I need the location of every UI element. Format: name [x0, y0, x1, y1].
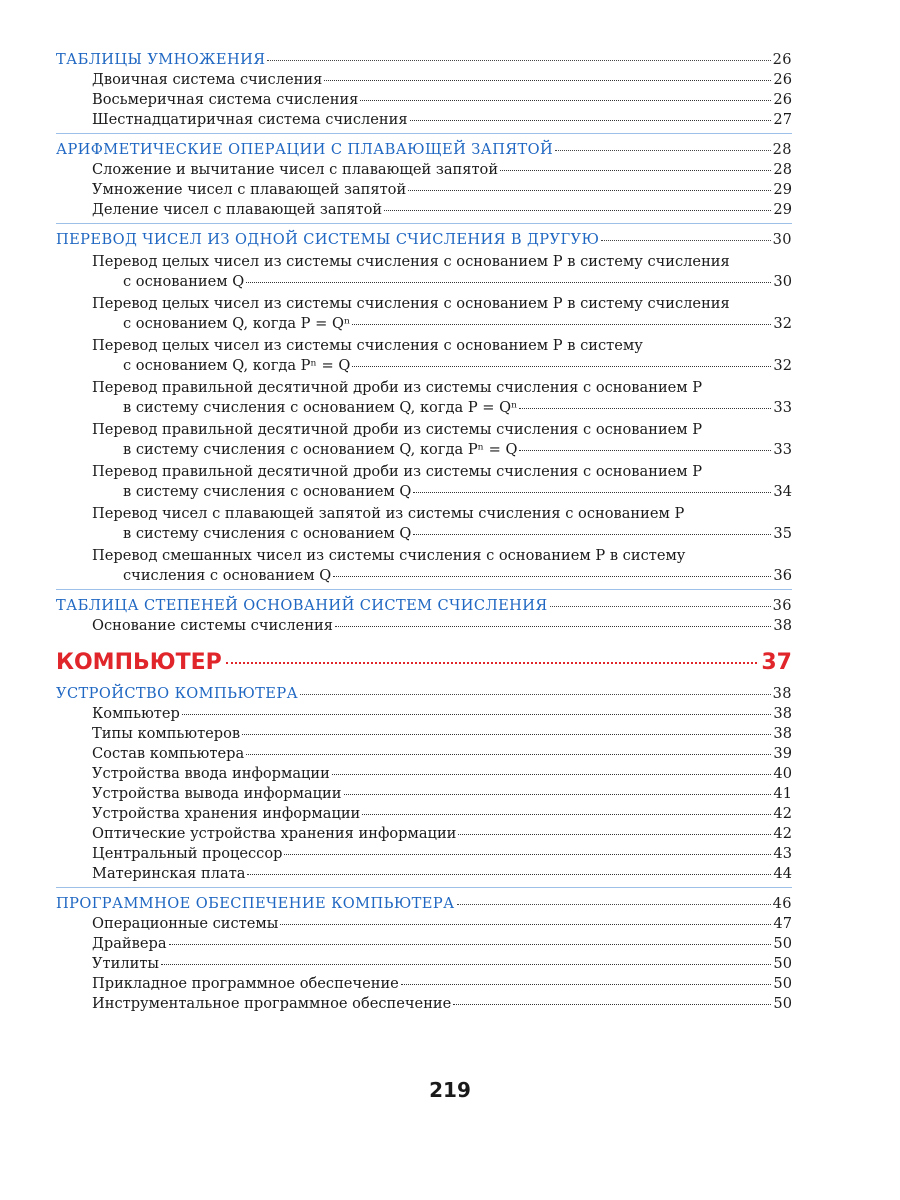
leader-dots [280, 923, 771, 925]
item-title: Двоичная система счисления [92, 71, 323, 88]
page-ref: 47 [773, 915, 792, 932]
page-ref: 38 [773, 725, 792, 742]
toc-item-multiline[interactable] [56, 504, 792, 544]
item-title-line1: Перевод целых чисел из системы счисления с основанием P в систему счисления [92, 295, 730, 312]
toc-item[interactable] [56, 110, 792, 130]
leader-dots [453, 1003, 771, 1005]
section-title: ТАБЛИЦА СТЕПЕНЕЙ ОСНОВАНИЙ СИСТЕМ СЧИСЛЕНИЯ [56, 597, 548, 614]
page-ref: 33 [773, 399, 792, 416]
page-ref: 29 [773, 201, 792, 218]
toc-item[interactable] [56, 954, 792, 974]
item-title: Оптические устройства хранения информации [92, 825, 457, 842]
leader-dots [352, 366, 771, 367]
page-ref: 36 [772, 597, 792, 614]
toc-item-multiline[interactable] [56, 546, 792, 586]
leader-dots [182, 713, 772, 715]
leader-dots [401, 983, 772, 985]
page-ref: 30 [773, 273, 792, 290]
toc-item-multiline[interactable] [56, 252, 792, 292]
toc-chapter-computer[interactable] [56, 648, 792, 678]
toc-item[interactable] [56, 180, 792, 200]
page-ref: 44 [773, 865, 792, 882]
item-title: Устройства хранения информации [92, 805, 361, 822]
page-ref: 39 [773, 745, 792, 762]
page-ref: 30 [772, 231, 792, 248]
page-ref: 41 [773, 785, 792, 802]
item-title: Центральный процессор [92, 845, 283, 862]
section-title: ПЕРЕВОД ЧИСЕЛ ИЗ ОДНОЙ СИСТЕМЫ СЧИСЛЕНИЯ В ДРУГУЮ [56, 231, 600, 248]
leader-dots [519, 450, 771, 451]
page-ref: 27 [773, 111, 792, 128]
item-title: Инструментальное программное обеспечение [92, 995, 452, 1012]
toc-item[interactable] [56, 764, 792, 784]
toc-section-powers-table[interactable] [56, 596, 792, 616]
page-ref: 50 [773, 975, 792, 992]
leader-dots [519, 408, 771, 409]
item-title-line1: Перевод целых чисел из системы счисления с основанием P в систему счисления [92, 253, 730, 270]
page-ref: 34 [773, 483, 792, 500]
item-title: Устройства вывода информации [92, 785, 342, 802]
item-title-line1: Перевод смешанных чисел из системы счисления с основанием P в систему [92, 547, 686, 564]
item-title-line1: Перевод целых чисел из системы счисления с основанием P в систему [92, 337, 643, 354]
toc-item[interactable] [56, 804, 792, 824]
toc-item[interactable] [56, 90, 792, 110]
page-ref: 29 [773, 181, 792, 198]
leader-dots [410, 119, 772, 121]
page-ref: 38 [773, 617, 792, 634]
item-title-line2: в систему счисления с основанием Q [123, 483, 412, 500]
toc-item[interactable] [56, 744, 792, 764]
item-title: Типы компьютеров [92, 725, 241, 742]
toc-section-number-conversion[interactable] [56, 230, 792, 250]
toc-item[interactable] [56, 864, 792, 884]
item-title: Деление чисел с плавающей запятой [92, 201, 383, 218]
page-ref: 42 [773, 825, 792, 842]
leader-dots [362, 813, 771, 815]
item-title-line1: Перевод правильной десятичной дроби из системы счисления с основанием P [92, 463, 703, 480]
leader-dots [352, 324, 771, 325]
section-divider [56, 589, 792, 590]
item-title: Умножение чисел с плавающей запятой [92, 181, 407, 198]
item-title-line1: Перевод правильной десятичной дроби из системы счисления с основанием P [92, 379, 703, 396]
chapter-title: КОМПЬЮТЕР [56, 650, 222, 675]
leader-dots [360, 99, 771, 101]
leader-dots [300, 693, 771, 695]
page-ref: 33 [773, 441, 792, 458]
leader-dots [284, 853, 771, 855]
page-ref: 43 [773, 845, 792, 862]
item-title-line2: счисления с основанием Q [123, 567, 332, 584]
section-divider [56, 223, 792, 224]
item-title: Материнская плата [92, 865, 246, 882]
leader-dots [413, 492, 771, 493]
leader-dots [333, 576, 771, 577]
leader-dots [500, 169, 771, 171]
section-divider [56, 133, 792, 134]
toc-section-software[interactable] [56, 894, 792, 914]
toc-item[interactable] [56, 724, 792, 744]
item-title-line2: с основанием Q [123, 273, 245, 290]
item-title: Восьмеричная система счисления [92, 91, 359, 108]
item-title-line2: с основанием Q, когда Pⁿ = Q [123, 357, 351, 374]
toc-item-multiline[interactable] [56, 420, 792, 460]
page-number: 219 [429, 1078, 471, 1102]
toc-item-multiline[interactable] [56, 294, 792, 334]
item-title: Утилиты [92, 955, 160, 972]
toc-item[interactable] [56, 994, 792, 1014]
page-ref: 37 [761, 650, 792, 675]
page-ref: 26 [773, 91, 792, 108]
toc-section-multiplication-tables[interactable] [56, 50, 792, 70]
toc-item-multiline[interactable] [56, 378, 792, 418]
page-ref: 26 [773, 71, 792, 88]
leader-dots [161, 963, 771, 965]
page-ref: 35 [773, 525, 792, 542]
page-ref: 50 [773, 995, 792, 1012]
toc-item-multiline[interactable] [56, 462, 792, 502]
item-title: Устройства ввода информации [92, 765, 330, 782]
toc-item-multiline[interactable] [56, 336, 792, 376]
leader-dots [550, 605, 771, 607]
item-title: Сложение и вычитание чисел с плавающей запятой [92, 161, 499, 178]
leader-dots [413, 534, 771, 535]
leader-dots [457, 903, 771, 905]
leader-dots [332, 773, 772, 775]
leader-dots [247, 873, 771, 875]
page-ref: 50 [773, 935, 792, 952]
leader-dots [408, 189, 771, 191]
section-title: АРИФМЕТИЧЕСКИЕ ОПЕРАЦИИ С ПЛАВАЮЩЕЙ ЗАПЯТОЙ [56, 141, 554, 158]
leader-dots [246, 753, 771, 755]
toc-item[interactable] [56, 844, 792, 864]
toc-item[interactable] [56, 914, 792, 934]
item-title: Компьютер [92, 705, 180, 722]
item-title: Прикладное программное обеспечение [92, 975, 399, 992]
leader-dots [555, 149, 770, 151]
toc-item[interactable] [56, 784, 792, 804]
page-ref: 42 [773, 805, 792, 822]
page-ref: 46 [772, 895, 792, 912]
leader-dots [169, 943, 772, 945]
section-title: ПРОГРАММНОЕ ОБЕСПЕЧЕНИЕ КОМПЬЮТЕРА [56, 895, 455, 912]
page-ref: 36 [773, 567, 792, 584]
leader-dots [246, 282, 771, 283]
item-title: Драйвера [92, 935, 167, 952]
leader-dots [384, 209, 771, 211]
leader-dots [324, 79, 771, 81]
page-ref: 28 [773, 161, 792, 178]
toc-item[interactable] [56, 824, 792, 844]
item-title: Шестнадцатиричная система счисления [92, 111, 408, 128]
toc-section-computer-structure[interactable] [56, 684, 792, 704]
toc-item[interactable] [56, 616, 792, 636]
item-title: Операционные системы [92, 915, 279, 932]
toc-item[interactable] [56, 974, 792, 994]
item-title-line2: с основанием Q, когда P = Qⁿ [123, 315, 351, 332]
leader-dots [458, 833, 771, 835]
item-title: Состав компьютера [92, 745, 245, 762]
page-ref: 38 [773, 705, 792, 722]
item-title: Основание системы счисления [92, 617, 333, 634]
leader-dots [226, 662, 758, 664]
leader-dots [601, 239, 770, 241]
section-title: ТАБЛИЦЫ УМНОЖЕНИЯ [56, 51, 266, 68]
toc-section-floating-point-ops[interactable] [56, 140, 792, 160]
leader-dots [242, 733, 771, 735]
leader-dots [344, 793, 772, 795]
page-ref: 50 [773, 955, 792, 972]
table-of-contents [56, 44, 792, 1014]
item-title-line2: в систему счисления с основанием Q, когда P = Qⁿ [123, 399, 518, 416]
toc-item[interactable] [56, 160, 792, 180]
item-title-line2: в систему счисления с основанием Q [123, 525, 412, 542]
page-ref: 38 [772, 685, 792, 702]
page-ref: 32 [773, 357, 792, 374]
page-ref: 28 [772, 141, 792, 158]
section-divider [56, 887, 792, 888]
item-title-line1: Перевод правильной десятичной дроби из системы счисления с основанием P [92, 421, 703, 438]
item-title-line1: Перевод чисел с плавающей запятой из системы счисления с основанием P [92, 505, 685, 522]
toc-item[interactable] [56, 934, 792, 954]
page-ref: 40 [773, 765, 792, 782]
toc-item[interactable] [56, 200, 792, 220]
page-ref: 26 [772, 51, 792, 68]
toc-item[interactable] [56, 70, 792, 90]
leader-dots [335, 625, 771, 627]
section-title: УСТРОЙСТВО КОМПЬЮТЕРА [56, 685, 299, 702]
leader-dots [267, 59, 770, 61]
item-title-line2: в систему счисления с основанием Q, когда Pⁿ = Q [123, 441, 518, 458]
page-ref: 32 [773, 315, 792, 332]
toc-item[interactable] [56, 704, 792, 724]
